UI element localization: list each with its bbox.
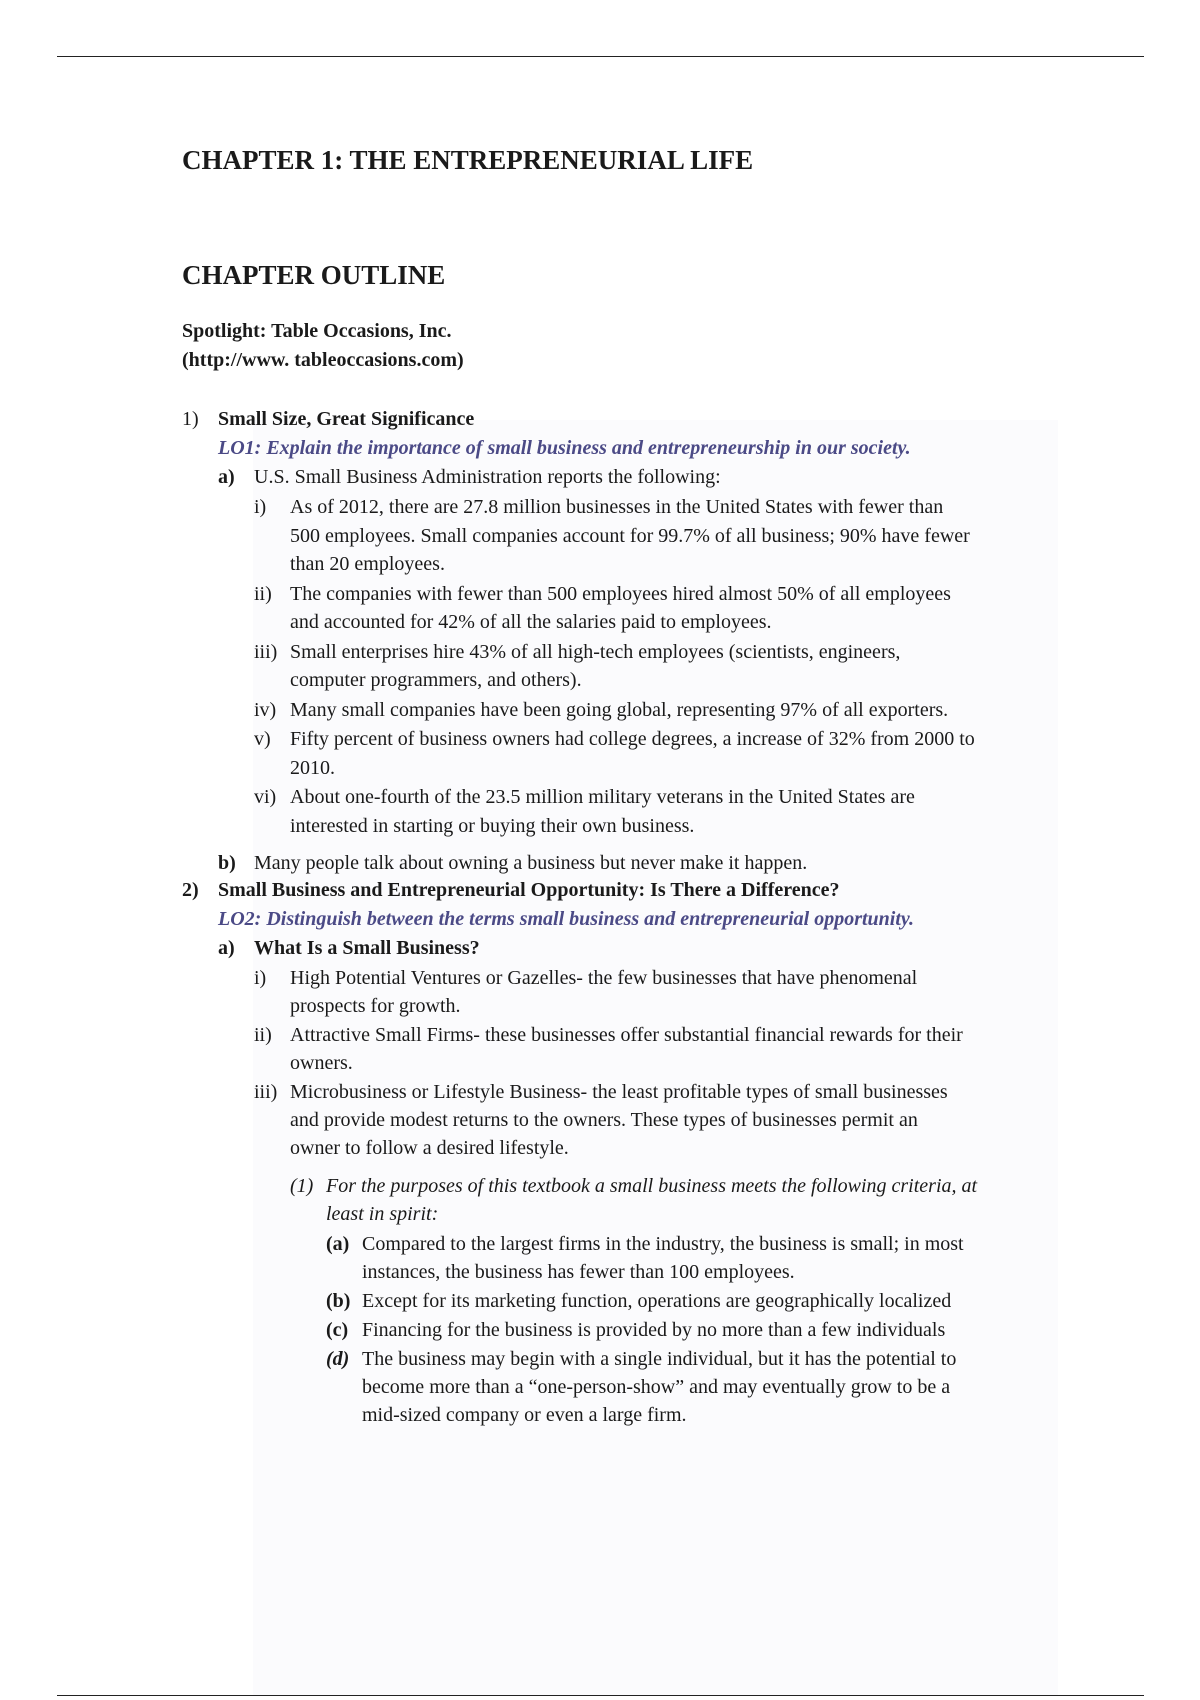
business-type-item-line: High Potential Ventures or Gazelles- the few businesses that have phenomenal xyxy=(290,967,918,989)
stat-item-marker: v) xyxy=(254,728,271,750)
section-1-number: 1) xyxy=(182,408,199,430)
business-type-item-marker: iii) xyxy=(254,1081,278,1103)
section-2-title: Small Business and Entrepreneurial Opportunity: Is There a Difference? xyxy=(218,879,840,901)
stat-item-line: interested in starting or buying their own business. xyxy=(290,814,695,837)
stat-item-line: Small enterprises hire 43% of all high-tech employees (scientists, engineers, xyxy=(290,640,901,663)
section-1-a-marker: a) xyxy=(218,466,235,488)
criteria-item-line: mid-sized company or even a large firm. xyxy=(362,1404,687,1426)
stat-item-line: About one-fourth of the 23.5 million military veterans in the United States are xyxy=(290,786,915,808)
section-1-b-text: Many people talk about owning a business but never make it happen. xyxy=(254,852,808,874)
business-type-item-line: Attractive Small Firms- these businesses offer substantial financial rewards for their xyxy=(290,1024,963,1046)
criteria-item-line: Except for its marketing function, operations are geographically localized xyxy=(362,1290,952,1312)
stat-item-line: than 20 employees. xyxy=(290,553,445,575)
section-2-number: 2) xyxy=(182,879,199,901)
criteria-item-line: Compared to the largest firms in the industry, the business is small; in most xyxy=(362,1233,964,1255)
stat-item-marker: vi) xyxy=(254,786,277,808)
outline-heading: CHAPTER OUTLINE xyxy=(182,260,446,290)
criteria-item-line: The business may begin with a single individual, but it has the potential to xyxy=(362,1348,957,1370)
section-1-learning-objective: LO1: Explain the importance of small business and entrepreneurship in our society. xyxy=(218,437,911,459)
stat-item-marker: ii) xyxy=(254,582,272,605)
criteria-intro-marker: (1) xyxy=(290,1175,314,1197)
criteria-item-marker: (a) xyxy=(326,1233,350,1255)
top-rule xyxy=(57,56,1144,57)
business-type-item-marker: i) xyxy=(254,967,267,989)
stat-item-line: Fifty percent of business owners had college degrees, a increase of 32% from 2000 to xyxy=(290,728,975,750)
section-1-b-marker: b) xyxy=(218,852,236,874)
stat-item-line: The companies with fewer than 500 employees hired almost 50% of all employees xyxy=(290,582,951,605)
stat-item-line: computer programmers, and others). xyxy=(290,669,582,691)
section-2-a-marker: a) xyxy=(218,937,235,959)
spotlight-url: (http://www. tableoccasions.com) xyxy=(182,349,464,371)
section-2-learning-objective: LO2: Distinguish between the terms small business and entrepreneurial opportunity. xyxy=(218,908,915,930)
criteria-item-marker: (d) xyxy=(326,1348,350,1370)
stat-item-line: and accounted for 42% of all the salaries paid to employees. xyxy=(290,611,772,633)
business-type-item-line: prospects for growth. xyxy=(290,995,461,1017)
stat-item-marker: i) xyxy=(254,496,267,518)
criteria-item-line: instances, the business has fewer than 100 employees. xyxy=(362,1261,795,1283)
business-type-item-marker: ii) xyxy=(254,1024,272,1046)
spotlight-title: Spotlight: Table Occasions, Inc. xyxy=(182,320,452,342)
stat-item-line: As of 2012, there are 27.8 million businesses in the United States with fewer than xyxy=(290,496,944,518)
business-type-item-line: and provide modest returns to the owners. These types of businesses permit an xyxy=(290,1109,918,1131)
criteria-item-line: Financing for the business is provided by no more than a few individuals xyxy=(362,1319,946,1341)
section-1-title: Small Size, Great Significance xyxy=(218,408,475,430)
criteria-item-marker: (c) xyxy=(326,1319,349,1341)
criteria-item-line: become more than a “one-person-show” and may eventually grow to be a xyxy=(362,1376,951,1398)
stat-item-line: Many small companies have been going global, representing 97% of all exporters. xyxy=(290,698,949,721)
section-1-a-text: U.S. Small Business Administration reports the following: xyxy=(254,466,721,488)
spotlight xyxy=(182,317,464,375)
stat-item-marker: iv) xyxy=(254,698,277,721)
chapter-title: CHAPTER 1: THE ENTREPRENEURIAL LIFE xyxy=(182,145,754,175)
criteria-intro-line: For the purposes of this textbook a small business meets the following criteria, at xyxy=(326,1175,978,1197)
business-type-item-line: owner to follow a desired lifestyle. xyxy=(290,1137,569,1159)
criteria-item-marker: (b) xyxy=(326,1290,351,1312)
stat-item-line: 2010. xyxy=(290,756,335,779)
stat-item-marker: iii) xyxy=(254,640,278,663)
section-2-a-title: What Is a Small Business? xyxy=(254,937,480,959)
business-type-item-line: Microbusiness or Lifestyle Business- the least profitable types of small businesses xyxy=(290,1081,948,1103)
stat-item-line: 500 employees. Small companies account for 99.7% of all business; 90% have fewer xyxy=(290,524,970,547)
business-type-item-line: owners. xyxy=(290,1052,353,1074)
criteria-intro-line: least in spirit: xyxy=(326,1203,439,1225)
bottom-rule xyxy=(57,1695,1144,1696)
